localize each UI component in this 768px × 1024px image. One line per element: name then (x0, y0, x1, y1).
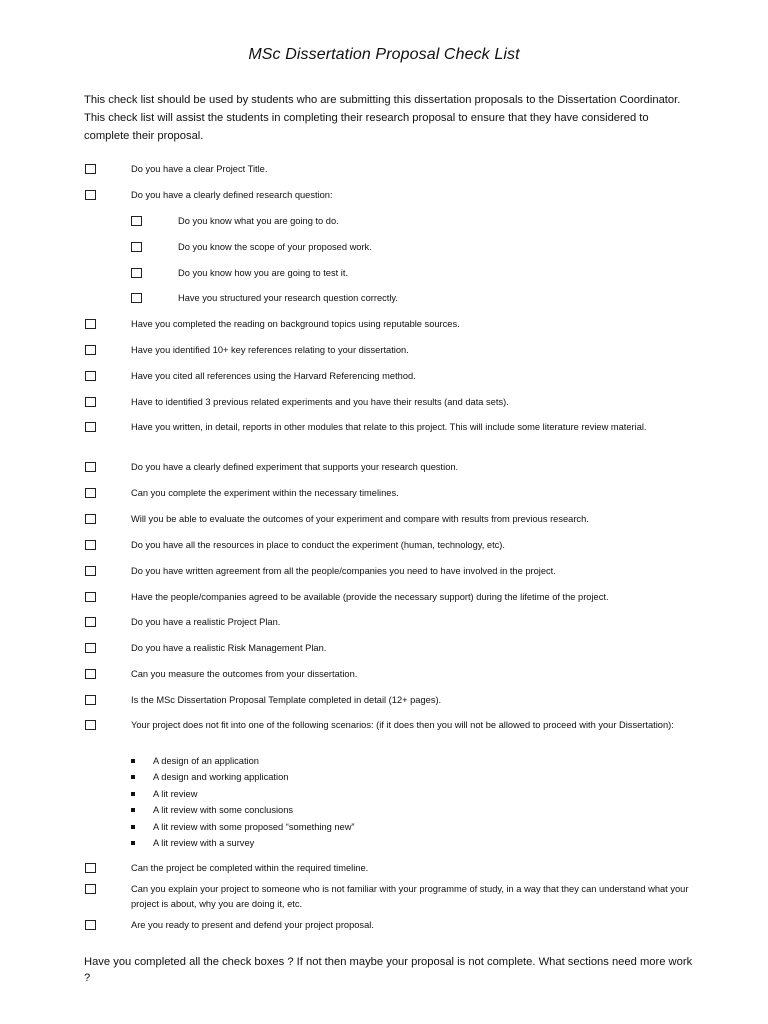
checkbox[interactable] (85, 592, 96, 602)
scenario-label: A design of an application (153, 756, 259, 766)
checklist-item-label: Will you be able to evaluate the outcomes of your experiment and compare with results from previous research. (131, 514, 589, 524)
checkbox[interactable] (85, 319, 96, 329)
checklist-item-label: Have you written, in detail, reports in other modules that relate to this project. This will include some literature review material. (131, 422, 647, 432)
checkbox[interactable] (85, 514, 96, 524)
checkbox[interactable] (131, 268, 142, 278)
checklist-item-label: Do you have all the resources in place to conduct the experiment (human, technology, etc). (131, 540, 505, 550)
checkbox[interactable] (131, 216, 142, 226)
checkbox[interactable] (85, 669, 96, 679)
checkbox[interactable] (85, 884, 96, 894)
checkbox[interactable] (85, 720, 96, 730)
checkbox[interactable] (85, 488, 96, 498)
checklist-item-label: Do you know what you are going to do. (178, 216, 339, 226)
page-title: MSc Dissertation Proposal Check List (248, 46, 520, 63)
intro-paragraph: This check list should be used by students who are submitting this dissertation proposals to the Dissertation Coordinator. This check list will assist the students in completing their research proposal to ensure that they have considered to complete their proposal. (84, 94, 681, 142)
checkbox[interactable] (85, 422, 96, 432)
bullet-icon (131, 841, 135, 845)
checklist-item-label: Do you have a realistic Risk Management Plan. (131, 643, 327, 653)
checkbox[interactable] (85, 345, 96, 355)
bullet-icon (131, 808, 135, 812)
bullet-icon (131, 792, 135, 796)
checkbox[interactable] (85, 566, 96, 576)
checklist-item-label: Your project does not fit into one of the following scenarios: (if it does then you will not be allowed to proceed with your Dissertation): (131, 720, 674, 730)
bullet-icon (131, 825, 135, 829)
scenario-label: A lit review with some conclusions (153, 805, 294, 815)
checklist-item-label: Do you know how you are going to test it. (178, 268, 349, 278)
checkbox[interactable] (85, 920, 96, 930)
checkbox[interactable] (85, 863, 96, 873)
checklist-item-label: Have the people/companies agreed to be available (provide the necessary support) during the lifetime of the project. (131, 592, 609, 602)
bullet-icon (131, 759, 135, 763)
scenario-label: A design and working application (153, 772, 289, 782)
closing-question: Have you completed all the check boxes ? If not then maybe your proposal is not complete. What sections need more work ? (84, 956, 693, 984)
bullet-icon (131, 775, 135, 779)
scenario-label: A lit review (153, 789, 198, 799)
checkbox[interactable] (85, 462, 96, 472)
checklist-item-label: Can you measure the outcomes from your dissertation. (131, 669, 358, 679)
checklist-item-label: Have you structured your research question correctly. (178, 293, 398, 303)
checklist-item-label: Are you ready to present and defend your project proposal. (131, 920, 374, 930)
scenario-label: A lit review with some proposed “something new” (153, 822, 355, 832)
checkbox[interactable] (85, 540, 96, 550)
checkbox[interactable] (85, 397, 96, 407)
checklist-item-label: Can the project be completed within the required timeline. (131, 863, 369, 873)
checkbox[interactable] (85, 695, 96, 705)
checkbox[interactable] (85, 164, 96, 174)
scenario-label: A lit review with a survey (153, 838, 255, 848)
checklist-item-label: Have you completed the reading on background topics using reputable sources. (131, 319, 460, 329)
checklist-item-label: Can you complete the experiment within the necessary timelines. (131, 488, 399, 498)
checkbox[interactable] (85, 190, 96, 200)
checklist-item-label: Can you explain your project to someone who is not familiar with your programme of study, in a way that they can understand what your project is about, why you are doing it, etc. (131, 884, 689, 909)
checklist-item-label: Have you identified 10+ key references relating to your dissertation. (131, 345, 409, 355)
checklist-item-label: Do you have a realistic Project Plan. (131, 617, 281, 627)
checklist-item-label: Is the MSc Dissertation Proposal Template completed in detail (12+ pages). (131, 695, 442, 705)
checkbox[interactable] (131, 242, 142, 252)
checklist-item-label: Do you have written agreement from all the people/companies you need to have involved in the project. (131, 566, 556, 576)
checkbox[interactable] (85, 643, 96, 653)
checklist-item-label: Have you cited all references using the Harvard Referencing method. (131, 371, 416, 381)
checkbox[interactable] (85, 617, 96, 627)
checklist-item-label: Do you have a clearly defined experiment that supports your research question. (131, 462, 459, 472)
checklist-item-label: Do you know the scope of your proposed work. (178, 242, 372, 252)
checklist-item-label: Do you have a clearly defined research question: (131, 190, 333, 200)
checkbox[interactable] (131, 293, 142, 303)
checklist-item-label: Do you have a clear Project Title. (131, 164, 268, 174)
checkbox[interactable] (85, 371, 96, 381)
checklist-item-label: Have to identified 3 previous related experiments and you have their results (and data sets). (131, 397, 509, 407)
